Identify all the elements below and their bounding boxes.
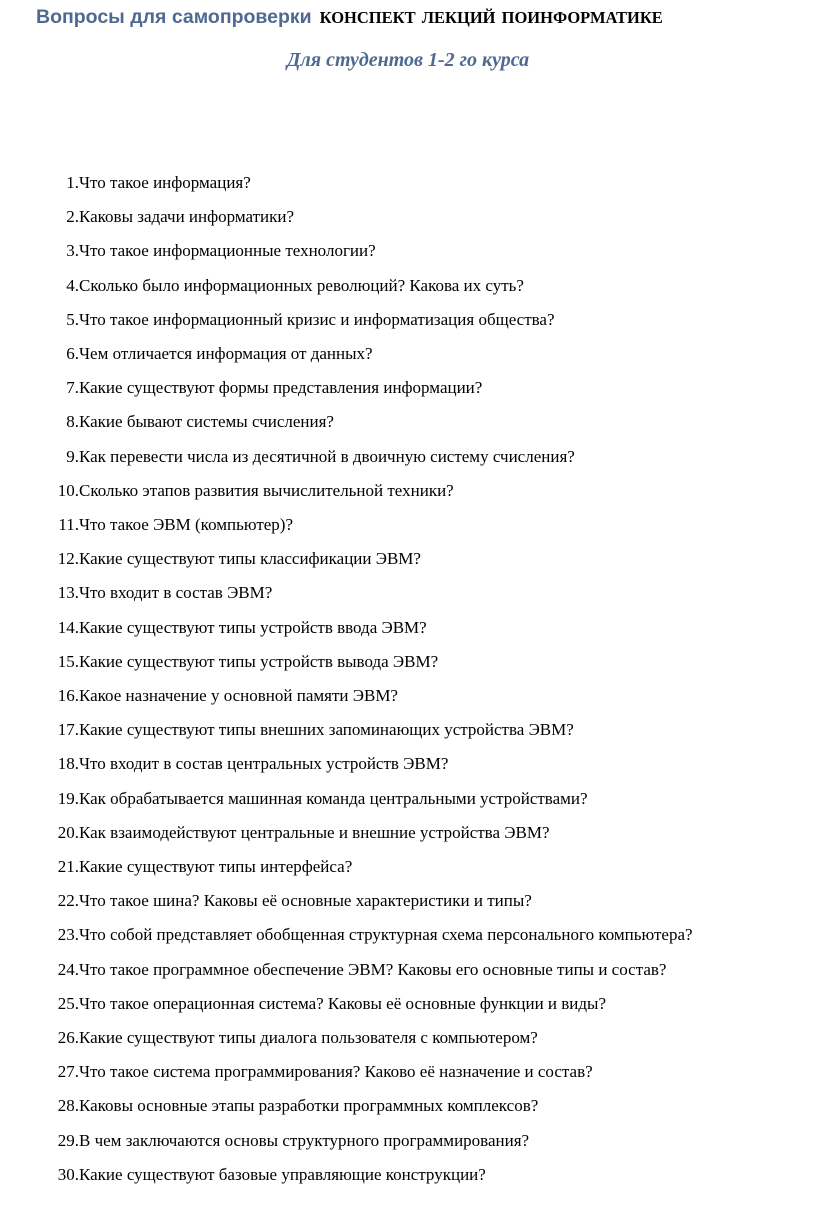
question-item — [44, 474, 796, 508]
question-number: 8. — [66, 412, 79, 432]
question-text: Какие существуют типы интерфейса? — [79, 857, 353, 877]
question-item — [44, 405, 796, 439]
question-item — [44, 918, 796, 952]
question-text: Что такое шина? Каковы её основные характеристики и типы? — [79, 891, 532, 911]
question-text: Каковы основные этапы разработки программных комплексов? — [79, 1096, 539, 1116]
question-item — [44, 166, 796, 200]
question-item — [44, 371, 796, 405]
question-text: Какие бывают системы счисления? — [79, 412, 334, 432]
question-number: 19. — [57, 788, 79, 808]
question-text: Что такое информационный кризис и информатизация общества? — [79, 309, 555, 329]
question-number: 26. — [57, 1028, 79, 1048]
question-text: Как обрабатывается машинная команда центральными устройствами? — [79, 788, 588, 808]
question-text: Какие существуют типы диалога пользователя с компьютером? — [79, 1028, 538, 1048]
question-text: Как перевести числа из десятичной в двоичную систему счисления? — [79, 446, 575, 466]
question-item — [44, 782, 796, 816]
question-item — [44, 1021, 796, 1055]
question-text: Какие существуют типы классификации ЭВМ? — [79, 549, 421, 569]
question-number: 30. — [57, 1164, 79, 1184]
question-item — [44, 884, 796, 918]
question-item — [44, 713, 796, 747]
question-item — [44, 303, 796, 337]
question-number: 28. — [57, 1096, 79, 1116]
question-text: Какое назначение у основной памяти ЭВМ? — [79, 686, 398, 706]
question-number: 4. — [66, 275, 79, 295]
question-number: 17. — [57, 720, 79, 740]
question-number: 20. — [57, 822, 79, 842]
question-text: Сколько было информационных революций? Какова их суть? — [79, 275, 524, 295]
question-item — [44, 850, 796, 884]
question-number: 7. — [66, 378, 79, 398]
question-text: В чем заключаются основы структурного программирования? — [79, 1130, 530, 1150]
question-item — [44, 576, 796, 610]
question-text: Что такое программное обеспечение ЭВМ? Каковы его основные типы и состав? — [79, 959, 667, 979]
question-number: 11. — [58, 515, 79, 535]
question-text: Какие существуют формы представления информации? — [79, 378, 483, 398]
question-item — [44, 337, 796, 371]
question-number: 23. — [57, 925, 79, 945]
question-text: Какие существуют типы устройств ввода ЭВМ? — [79, 617, 427, 637]
page-subtitle: Для студентов 1-2 го курса — [286, 49, 530, 71]
question-number: 6. — [66, 344, 79, 364]
question-number: 29. — [57, 1130, 79, 1150]
question-number: 9. — [66, 446, 79, 466]
question-item — [44, 747, 796, 781]
question-item — [44, 679, 796, 713]
question-text: Сколько этапов развития вычислительной техники? — [79, 480, 454, 500]
question-item — [44, 269, 796, 303]
question-item — [44, 1124, 796, 1158]
question-text: Что такое информационные технологии? — [79, 241, 376, 261]
question-text: Что такое операционная система? Каковы её основные функции и виды? — [79, 993, 607, 1013]
question-number: 2. — [66, 207, 79, 227]
question-number: 13. — [57, 583, 79, 603]
question-item — [44, 542, 796, 576]
question-text: Что входит в состав центральных устройств ЭВМ? — [79, 754, 449, 774]
header-blue-title: Вопросы для самопроверки — [36, 6, 312, 28]
page-header — [36, 6, 806, 29]
question-number: 22. — [57, 891, 79, 911]
question-item — [44, 987, 796, 1021]
question-text: Что такое ЭВМ (компьютер)? — [79, 515, 294, 535]
question-item — [44, 816, 796, 850]
question-item — [44, 953, 796, 987]
question-text: Как взаимодействуют центральные и внешние устройства ЭВМ? — [79, 822, 550, 842]
question-list — [44, 166, 796, 1192]
question-item — [44, 611, 796, 645]
question-text: Какие существуют типы устройств вывода ЭВМ? — [79, 651, 439, 671]
header-black-title: КОНСПЕКТ ЛЕКЦИЙ ПОИНФОРМАТИКЕ — [319, 8, 663, 27]
question-number: 25. — [57, 993, 79, 1013]
question-number: 16. — [57, 686, 79, 706]
question-item — [44, 234, 796, 268]
question-number: 27. — [57, 1062, 79, 1082]
question-number: 3. — [66, 241, 79, 261]
question-item — [44, 200, 796, 234]
question-text: Какие существуют типы внешних запоминающих устройства ЭВМ? — [79, 720, 574, 740]
question-number: 12. — [57, 549, 79, 569]
question-number: 1. — [66, 173, 79, 192]
question-item — [44, 645, 796, 679]
question-item — [44, 1158, 796, 1192]
question-number: 5. — [66, 309, 79, 329]
question-item — [44, 508, 796, 542]
question-number: 10. — [57, 480, 79, 500]
question-number: 21. — [57, 857, 79, 877]
question-text: Какие существуют базовые управляющие конструкции? — [79, 1164, 486, 1184]
question-text: Каковы задачи информатики? — [79, 207, 295, 227]
question-text: Что собой представляет обобщенная структурная схема персонального компьютера? — [79, 925, 693, 945]
question-number: 14. — [57, 617, 79, 637]
question-text: Что такое информация? — [79, 173, 251, 192]
question-item — [44, 1089, 796, 1123]
question-number: 24. — [57, 959, 79, 979]
question-number: 15. — [57, 651, 79, 671]
question-text: Что входит в состав ЭВМ? — [79, 583, 273, 603]
question-text: Чем отличается информация от данных? — [79, 344, 373, 364]
question-text: Что такое система программирования? Каково её назначение и состав? — [79, 1062, 593, 1082]
question-number: 18. — [57, 754, 79, 774]
question-item — [44, 1055, 796, 1089]
question-item — [44, 440, 796, 474]
